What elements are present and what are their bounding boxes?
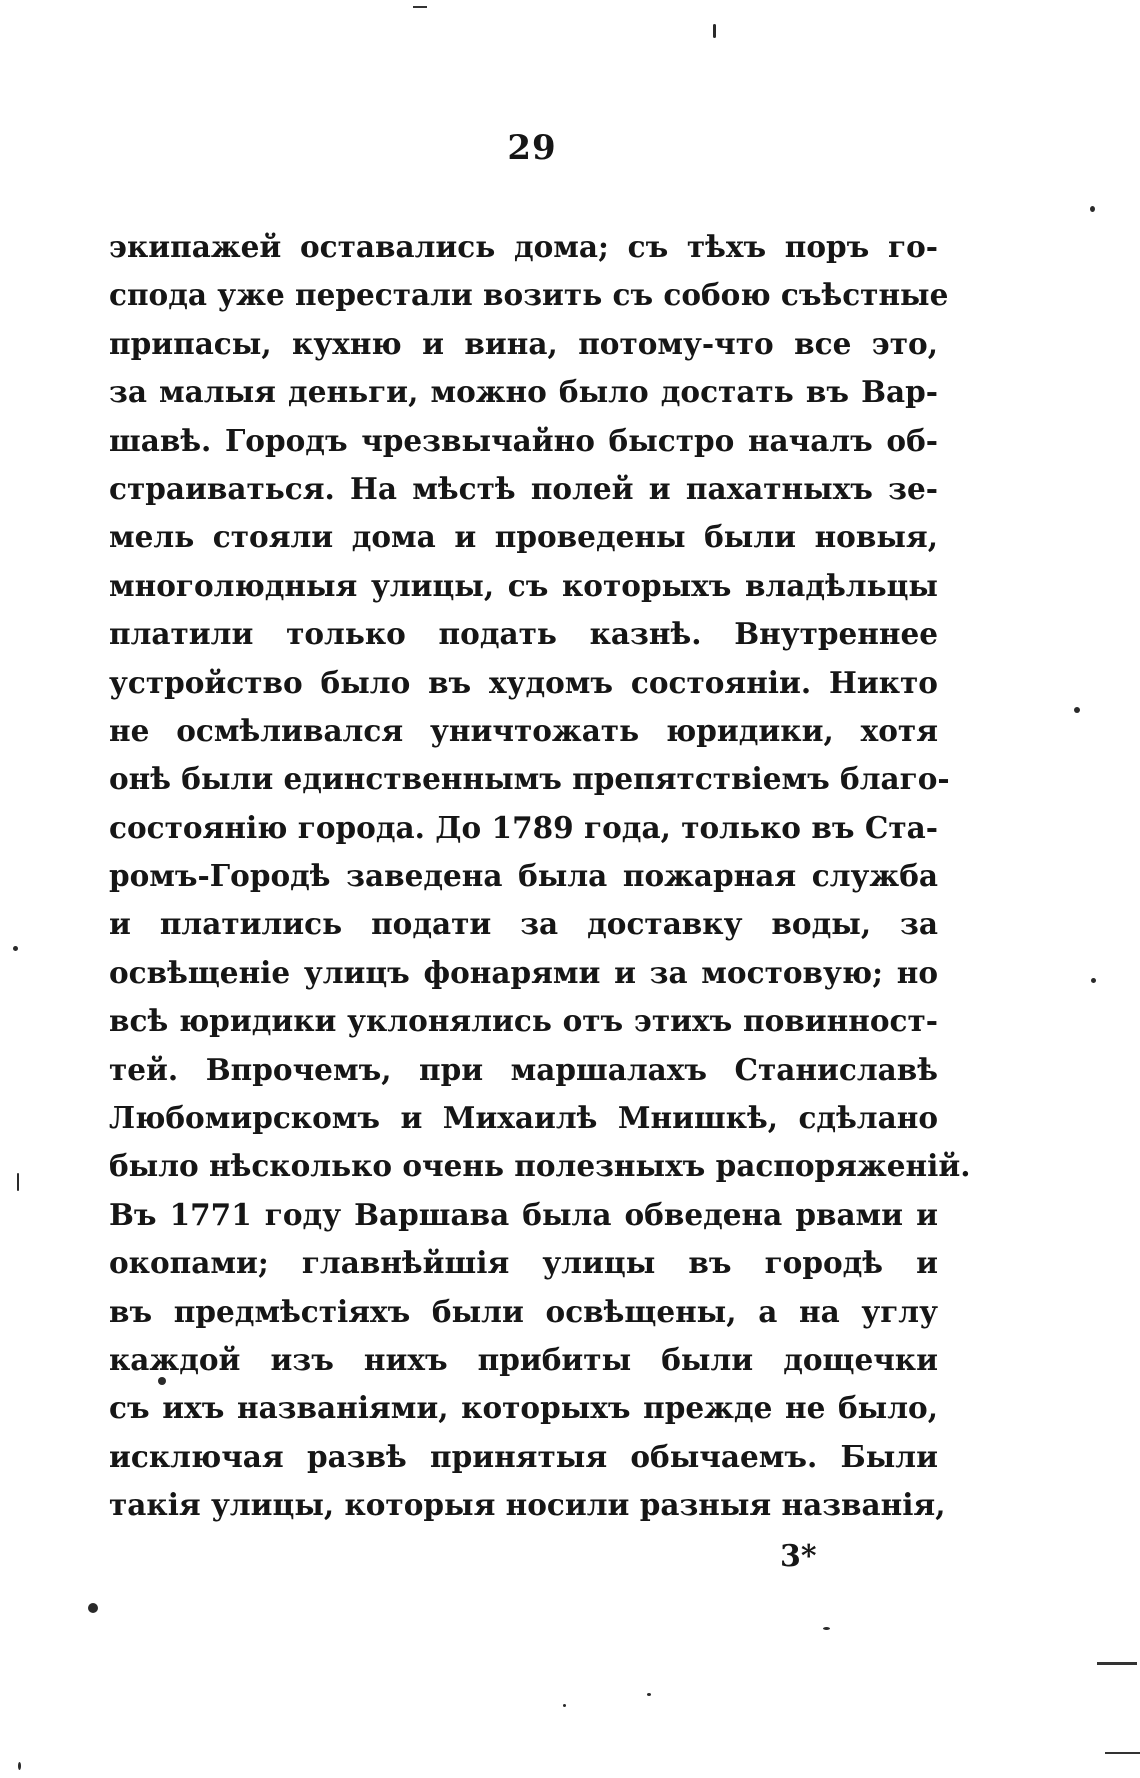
text-line: окопами; главнѣйшія улицы въ городѣ и xyxy=(109,1245,938,1281)
signature-mark: 3* xyxy=(780,1539,817,1574)
text-line: состоянію города. До 1789 года, только въ Ста- xyxy=(109,809,938,845)
text-line: освѣщеніе улицъ фонарями и за мостовую; но xyxy=(109,954,938,990)
text-line: тей. Впрочемъ, при маршалахъ Станиславѣ xyxy=(109,1051,938,1087)
scan-edge-mark xyxy=(413,6,427,8)
scan-speck xyxy=(1090,206,1095,212)
scan-speck xyxy=(1091,978,1096,983)
text-line: исключая развѣ принятыя обычаемъ. Были xyxy=(109,1438,938,1474)
body-text xyxy=(109,223,971,1530)
text-line: и платились подати за доставку воды, за xyxy=(109,906,938,942)
text-line: многолюдныя улицы, съ которыхъ владѣльцы xyxy=(109,567,938,603)
text-line: всѣ юридики уклонялись отъ этихъ повинност- xyxy=(109,1003,938,1039)
scan-speck xyxy=(563,1704,566,1707)
text-line: экипажей оставались дома; съ тѣхъ поръ го- xyxy=(109,229,938,264)
scan-speck xyxy=(18,1762,21,1770)
scan-speck xyxy=(713,24,716,38)
text-line: припасы, кухню и вина, потому-что все это, xyxy=(109,325,938,361)
text-line: платили только подать казнѣ. Внутреннее xyxy=(109,616,938,652)
text-line: съ ихъ названіями, которыхъ прежде не было, xyxy=(109,1390,938,1426)
scan-edge-mark xyxy=(1105,1752,1140,1754)
text-line: Въ 1771 году Варшава была обведена рвами и xyxy=(109,1196,938,1232)
text-line: такія улицы, которыя носили разныя названія, xyxy=(109,1487,946,1523)
scan-speck xyxy=(158,1377,166,1385)
scan-speck xyxy=(823,1627,830,1630)
text-line: спода уже перестали возить съ собою съѣстные xyxy=(109,277,949,313)
text-line: устройство было въ худомъ состояніи. Никто xyxy=(109,664,938,700)
text-line: каждой изъ нихъ прибиты были дощечки xyxy=(109,1341,938,1377)
text-line: мель стояли дома и проведены были новыя, xyxy=(109,519,938,555)
text-line: было нѣсколько очень полезныхъ распоряженій. xyxy=(109,1148,971,1184)
text-line: Любомирскомъ и Михаилѣ Мнишкѣ, сдѣлано xyxy=(109,1100,938,1136)
text-line: шавѣ. Городъ чрезвычайно быстро началъ об- xyxy=(109,422,938,458)
text-line: за малыя деньги, можно было достать въ Вар- xyxy=(109,374,938,410)
page-number: 29 xyxy=(507,128,557,168)
text-line: въ предмѣстіяхъ были освѣщены, а на углу xyxy=(109,1293,938,1329)
text-line: страиваться. На мѣстѣ полей и пахатныхъ зе- xyxy=(109,470,938,506)
scan-edge-mark xyxy=(1097,1662,1137,1665)
text-line: не осмѣливался уничтожать юридики, хотя xyxy=(109,712,938,748)
scan-speck xyxy=(1074,707,1080,713)
scan-speck xyxy=(88,1603,98,1613)
text-line: онѣ были единственнымъ препятствіемъ благо- xyxy=(109,761,950,797)
text-line: ромъ-Городѣ заведена была пожарная служба xyxy=(109,858,938,894)
scan-speck xyxy=(647,1693,651,1696)
scan-speck xyxy=(17,1173,19,1191)
scan-speck xyxy=(13,946,18,951)
